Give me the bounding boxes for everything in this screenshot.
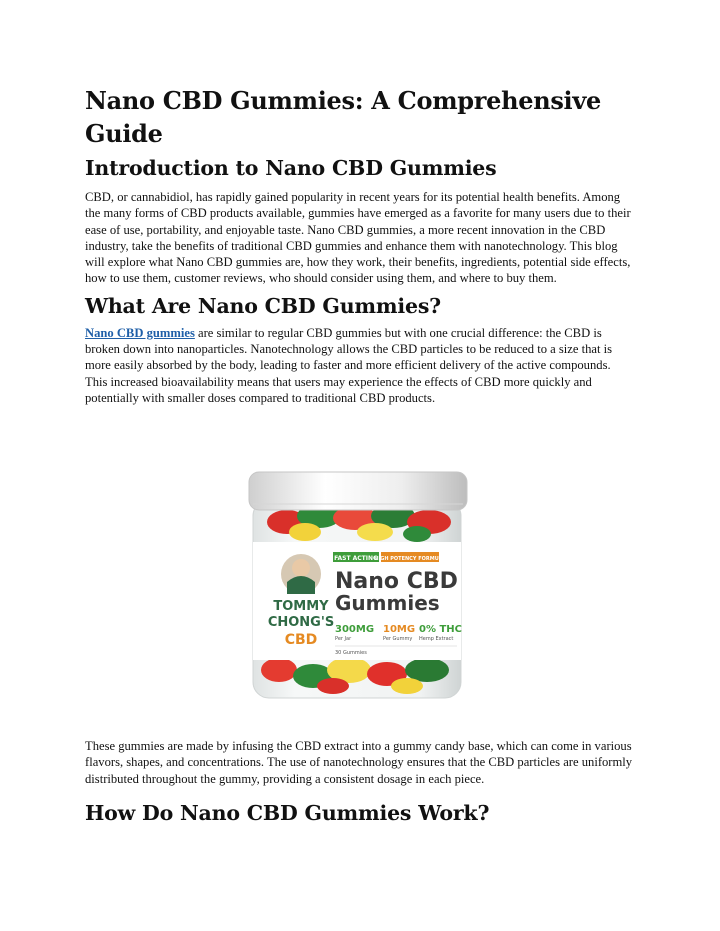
- stat1-value: 300MG: [335, 624, 375, 635]
- nano-cbd-gummies-link[interactable]: Nano CBD gummies: [85, 325, 195, 340]
- intro-paragraph: CBD, or cannabidiol, has rapidly gained popularity in recent years for its potential health benefits. Among the many forms of CBD products available, gummies have emerged as a favorite for many users due to their ease of use, portability, and enjoyable taste. Nano CBD gummies, a more recent innovation in the CBD industry, take the benefits of traditional CBD gummies and enhance them with nanotechnology. This blog will explore what Nano CBD gummies are, how they work, their benefits, ingredients, potential side effects, how to use them, customer reviews, who should consider using them, and where to buy them.: [85, 190, 631, 286]
- brand-line2: CHONG'S: [267, 615, 335, 630]
- article-continued: [85, 738, 635, 827]
- infusion-paragraph: These gummies are made by infusing the CBD extract into a gummy candy base, which can come in various flavors, shapes, and concentrations. The use of nanotechnology ensures that the CBD particles are uniformly distributed throughout the gummy, providing a consistent dosage in each piece.: [85, 739, 633, 786]
- section-heading-how-work: How Do Nano CBD Gummies Work?: [85, 800, 490, 825]
- stat1-label: Per Jar: [335, 636, 352, 642]
- stat3-label: Hemp Extract: [419, 636, 454, 642]
- what-are-paragraph-text: are similar to regular CBD gummies but with one crucial difference: the CBD is broken down into nanoparticles. Nanotechnology allows the CBD particles to be reduced to a size that is more easily absorbed by the body, leading to faster and more efficient delivery of the active compounds. This increased bioavailability means that users may experience the effects of CBD more quickly and potentially with smaller doses compared to traditional CBD products.: [85, 325, 613, 405]
- brand-line3: CBD: [284, 632, 318, 648]
- stat2-label: Per Gummy: [383, 636, 413, 642]
- stat3-value: 0% THC: [419, 624, 462, 635]
- badge-high-potency: HIGH POTENCY FORMULA: [374, 556, 446, 562]
- section-heading-what-are: What Are Nano CBD Gummies?: [85, 293, 441, 318]
- stat2-value: 10MG: [383, 624, 416, 635]
- product-image: [247, 470, 469, 706]
- gummies-jar-illustration: [247, 470, 469, 706]
- product-name-line2: Gummies: [335, 591, 440, 615]
- gummies-count: 30 Gummies: [335, 650, 367, 656]
- badge-fast-acting: FAST ACTING: [334, 555, 378, 562]
- article: [85, 80, 635, 406]
- page-title: Nano CBD Gummies: A Comprehensive Guide: [85, 86, 601, 148]
- brand-line1: TOMMY: [273, 599, 329, 614]
- what-are-paragraph: [85, 325, 635, 406]
- section-heading-introduction: Introduction to Nano CBD Gummies: [85, 156, 497, 180]
- product-name-line1: Nano CBD: [335, 569, 458, 594]
